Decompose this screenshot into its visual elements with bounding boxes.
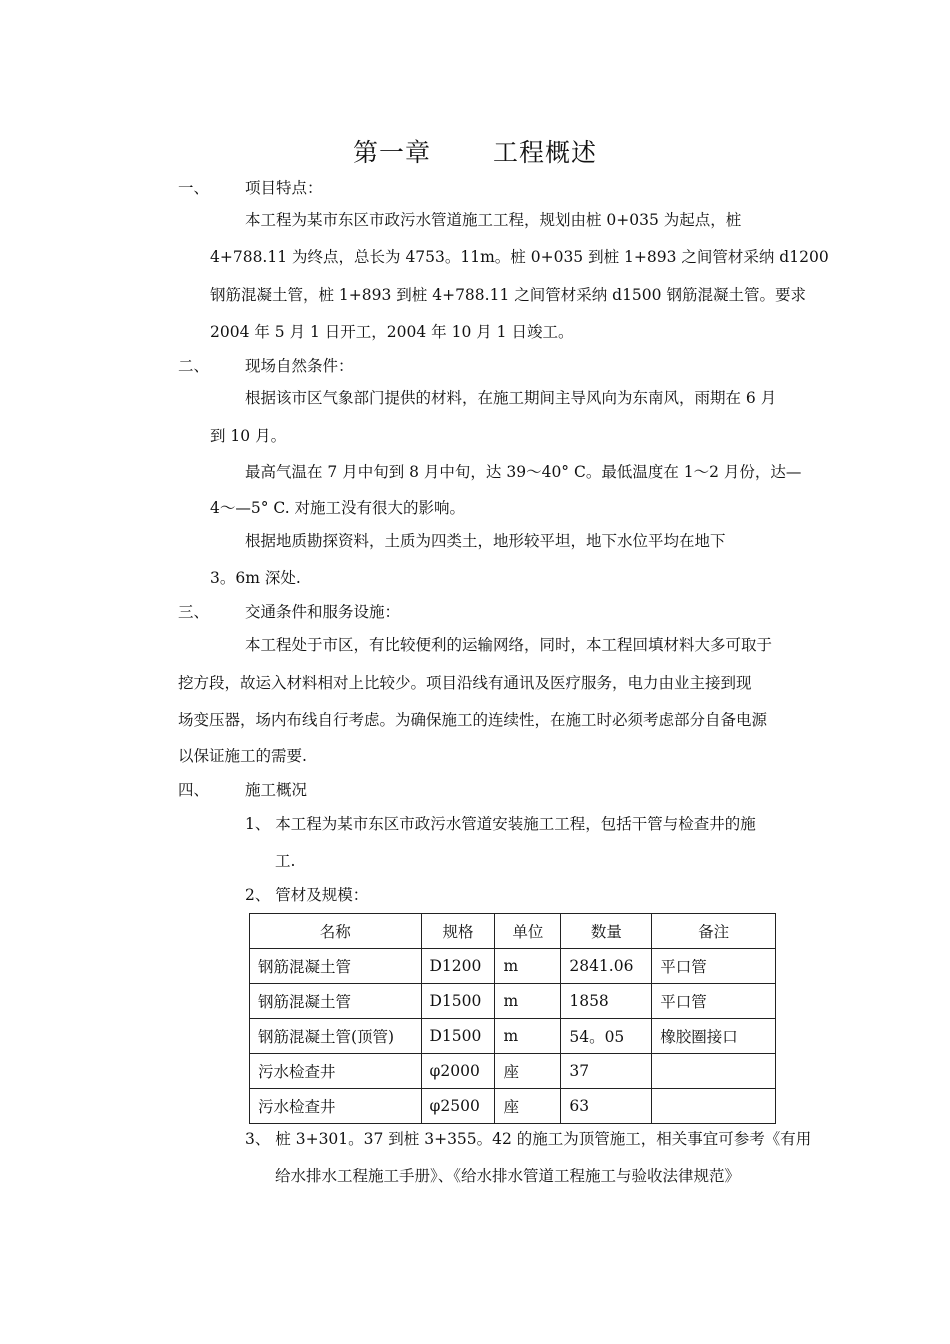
table-cell: 钢筋混凝土管(顶管) [250,1019,422,1054]
table-cell: 座 [495,1054,561,1089]
table-cell: 污水检查井 [250,1054,422,1089]
table-cell [652,1054,776,1089]
table-cell: m [495,949,561,984]
section-1-number: 一、 [178,179,210,197]
table-cell: φ2000 [421,1054,495,1089]
table-header: 备注 [652,914,776,949]
section-4-number: 四、 [178,781,210,799]
list-item-1: 1、 本工程为某市东区市政污水管道安装施工工程，包括干管与检查井的施 [245,815,756,833]
paragraph-line: 4+788.11 为终点，总长为 4753。11m。桩 0+035 到桩 1+893 之间管材采纳 d1200 [210,248,829,266]
table-header: 单位 [495,914,561,949]
table-header: 名称 [250,914,422,949]
paragraph-line: 到 10 月。 [210,427,287,445]
chapter-number: 第一章 [352,138,431,167]
paragraph-line: 根据地质勘探资料，土质为四类土，地形较平坦，地下水位平均在地下 [245,532,726,550]
table-cell: 1858 [561,984,652,1019]
section-4-heading: 施工概况 [245,781,308,799]
table-row [250,1089,776,1124]
paragraph-line: 最高气温在 7 月中旬到 8 月中旬，达 39～40° C。最低温度在 1～2 月份，达— [245,463,802,481]
table-row [250,949,776,984]
list-item-3-continued: 给水排水工程施工手册》、《给水排水管道工程施工与验收法律规范》 [275,1167,741,1185]
paragraph-line: 以保证施工的需要. [178,747,307,765]
table-header-row [250,914,776,949]
table-cell: 橡胶圈接口 [652,1019,776,1054]
table-cell: m [495,1019,561,1054]
table-header: 规格 [421,914,495,949]
paragraph-line: 钢筋混凝土管，桩 1+893 到桩 4+788.11 之间管材采纳 d1500 钢筋混凝土管。要求 [210,286,806,304]
table-cell: D1200 [421,949,495,984]
table-cell: φ2500 [421,1089,495,1124]
table-cell: D1500 [421,1019,495,1054]
paragraph-line: 4～—5° C. 对施工没有很大的影响。 [210,499,466,517]
paragraph-line: 场变压器，场内布线自行考虑。为确保施工的连续性，在施工时必须考虑部分自备电源 [178,711,768,729]
paragraph-line: 本工程为某市东区市政污水管道施工工程，规划由桩 0+035 为起点，桩 [245,211,742,229]
table-row [250,1019,776,1054]
table-cell: 平口管 [652,949,776,984]
table-cell: D1500 [421,984,495,1019]
materials-table [249,913,776,1124]
paragraph-line: 3。6m 深处. [210,569,301,587]
section-2-number: 二、 [178,357,210,375]
paragraph-line: 本工程处于市区，有比较便利的运输网络，同时，本工程回填材料大多可取于 [245,636,773,654]
section-3-heading: 交通条件和服务设施： [245,603,401,621]
table-cell: 63 [561,1089,652,1124]
table-row [250,984,776,1019]
section-2-heading: 现场自然条件： [245,357,354,375]
list-item-1-continued: 工. [275,852,296,870]
paragraph-line: 2004 年 5 月 1 日开工，2004 年 10 月 1 日竣工。 [210,323,574,341]
table-header: 数量 [561,914,652,949]
table-cell: 钢筋混凝土管 [250,949,422,984]
chapter-name: 工程概述 [493,138,598,167]
section-3-number: 三、 [178,603,210,621]
table-cell: 平口管 [652,984,776,1019]
table-cell: 座 [495,1089,561,1124]
chapter-title [0,133,950,169]
section-1-heading: 项目特点： [245,179,323,197]
paragraph-line: 根据该市区气象部门提供的材料，在施工期间主导风向为东南风，雨期在 6 月 [245,389,777,407]
list-item-2: 2、 管材及规模： [245,886,369,904]
table-cell: 污水检查井 [250,1089,422,1124]
list-item-3: 3、 桩 3+301。37 到桩 3+355。42 的施工为顶管施工，相关事宜可参考《有用 [245,1130,812,1148]
table-cell: m [495,984,561,1019]
paragraph-line: 挖方段，故运入材料相对上比较少。项目沿线有通讯及医疗服务，电力由业主接到现 [178,674,752,692]
table-cell [652,1089,776,1124]
table-cell: 2841.06 [561,949,652,984]
table-cell: 37 [561,1054,652,1089]
table-cell: 54。05 [561,1019,652,1054]
table-row [250,1054,776,1089]
table-cell: 钢筋混凝土管 [250,984,422,1019]
